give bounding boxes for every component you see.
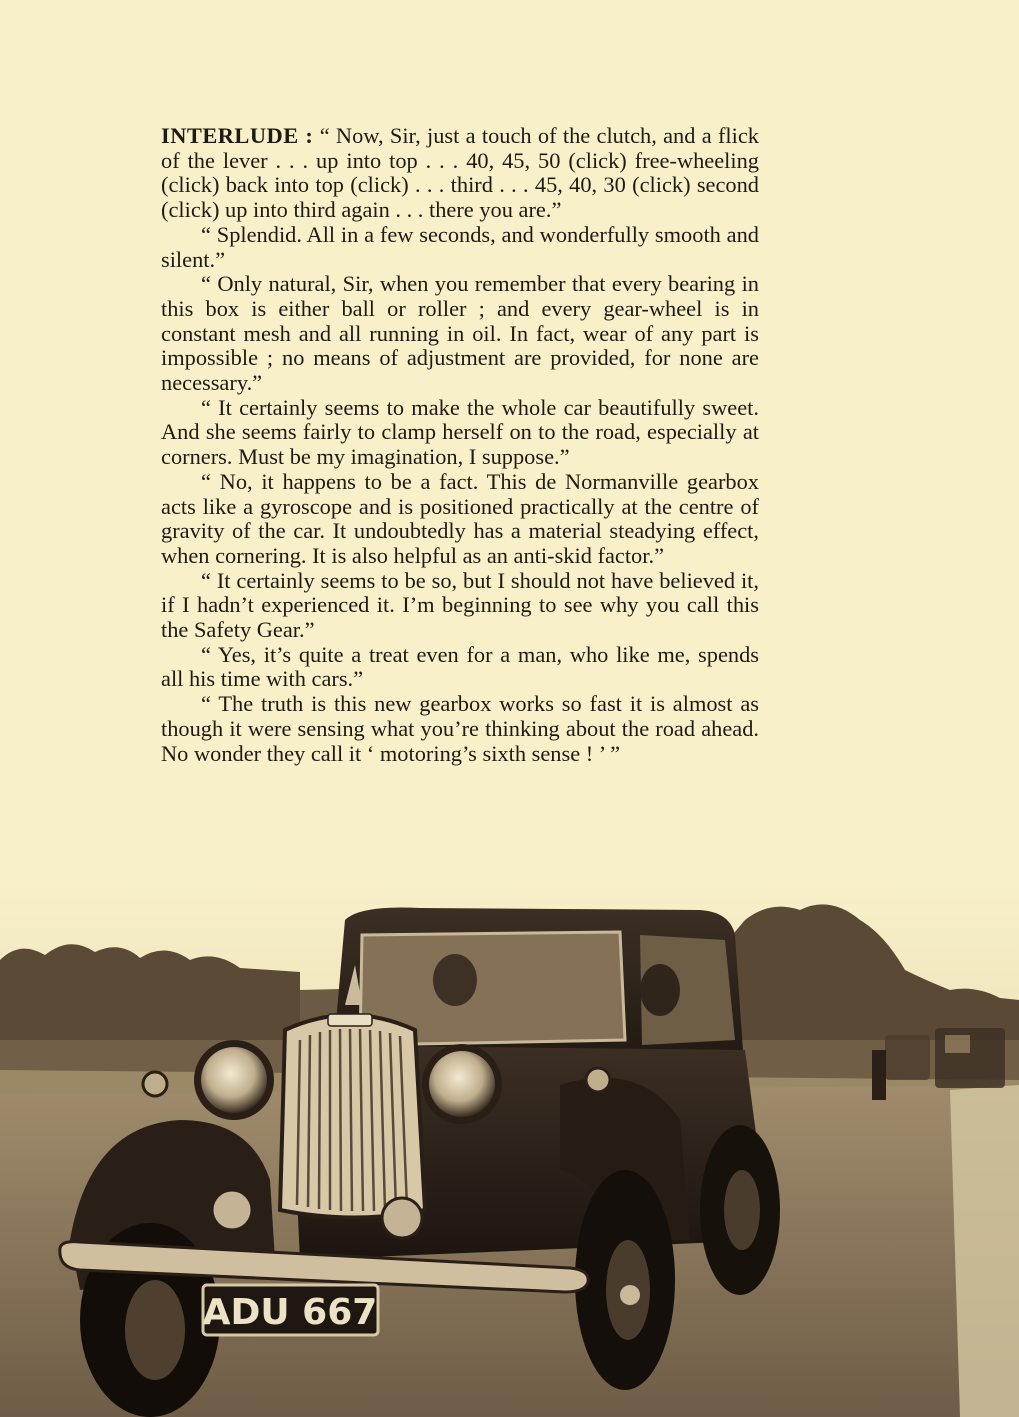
distant-cyclist <box>872 1050 886 1100</box>
paragraph-4: “ It certainly seems to make the whole car beautifully sweet. And she seems fairly to clamp herself on to the road, especially at corners. Must be my imagination, I suppose.” <box>161 394 759 470</box>
distant-truck <box>885 1028 1005 1088</box>
car-photograph <box>0 880 1019 1417</box>
paragraph-1-text: “ Now, Sir, just a touch of the clutch, and a flick of the lever . . . up into top . . . 40, 45, 50 (click) free-wheeling (click) back into top (click) . . . third . . . 45, 40, 30 (click) second (click) up into third again . . . there you are.” <box>161 123 759 223</box>
paragraph-1 <box>161 124 759 223</box>
dialogue-text <box>161 124 759 766</box>
paragraph-3: “ Only natural, Sir, when you remember that every bearing in this box is either ball or roller ; and every gear-wheel is in constant mesh and all running in oil. In fact, wear of any part is impossible ; no means of adjustment are provided, for none are necessary.” <box>161 271 759 396</box>
interlude-heading: INTERLUDE : <box>161 123 314 148</box>
paragraph-5: “ No, it happens to be a fact. This de Normanville gearbox acts like a gyroscope and is positioned practically at the centre of gravity of the car. It undoubtedly has a material steadying effect, when cornering. It is also helpful as an anti-skid factor.” <box>161 468 759 568</box>
paragraph-8: “ The truth is this new gearbox works so fast it is almost as though it were sensing what you’re thinking about the road ahead. No wonder they call it ‘ motoring’s sixth sense ! ’ ” <box>161 691 759 766</box>
grille-badge <box>328 1014 372 1026</box>
license-plate-text: ADU 667 <box>202 1292 378 1333</box>
paragraph-6: “ It certainly seems to be so, but I should not have believed it, if I hadn’t experienced it. I’m beginning to see why you call this the Safety Gear.” <box>161 567 759 643</box>
paragraph-7: “ Yes, it’s quite a treat even for a man, who like me, spends all his time with cars.” <box>161 641 759 692</box>
paragraph-2: “ Splendid. All in a few seconds, and wonderfully smooth and silent.” <box>161 221 759 272</box>
